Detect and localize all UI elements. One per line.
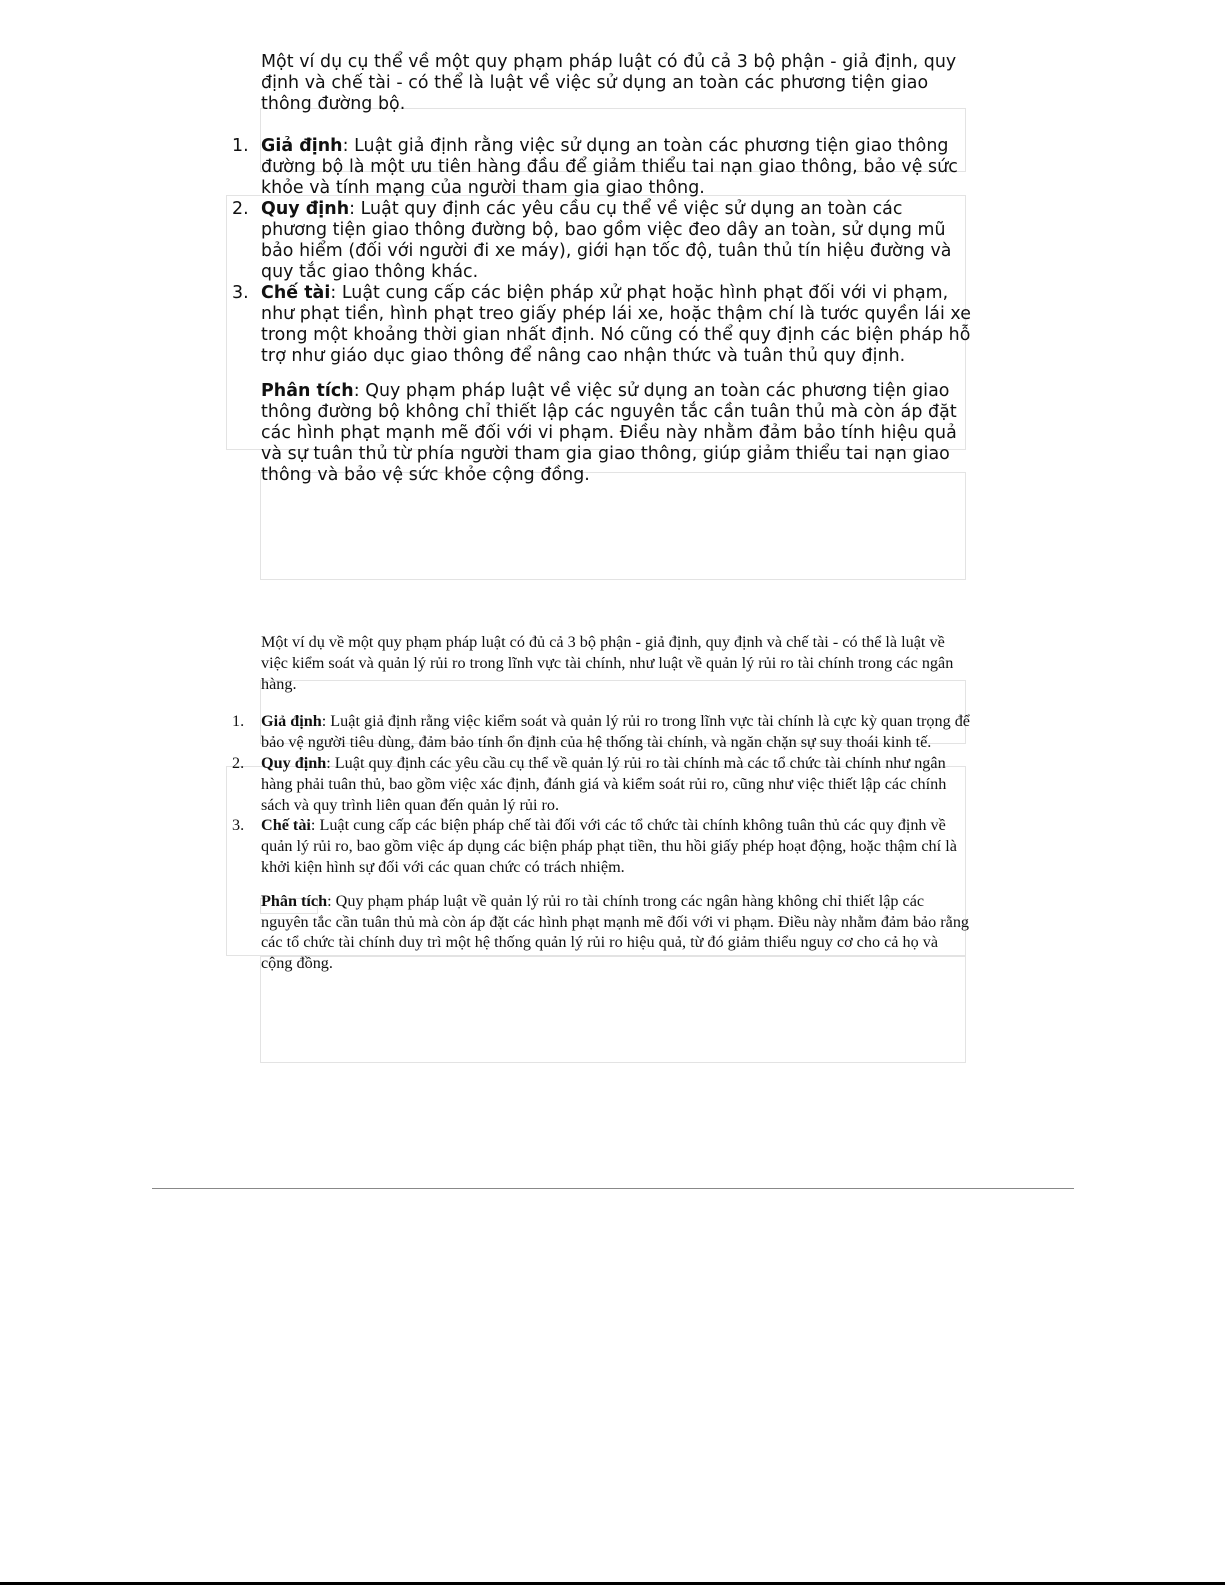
analysis-text: : Quy phạm pháp luật về việc sử dụng an toàn các phương tiện giao thông đường bộ không chỉ thiết lập các nguyên tắc cần tuân thủ mà còn áp đặt các hình phạt mạnh mẽ đối với vi phạm. Điều này nhằm đảm bảo tính hiệu quả và sự tuân thủ từ phía người tham gia giao thông, giúp giảm thiểu tai nạn giao thông và bảo vệ sức khỏe cộng đồng. [261,381,957,485]
list-number: 3. [232,283,249,303]
analysis-label: Phân tích [261,891,328,910]
analysis-label: Phân tích [261,381,354,401]
list-item-sanction [232,283,972,367]
term-text: : Luật quy định các yêu cầu cụ thể về việc sử dụng an toàn các phương tiện giao thông đường bộ, bao gồm việc đeo dây an toàn, sử dụng mũ bảo hiểm (đối với người đi xe máy), giới hạn tốc độ, tuân thủ tín hiệu đường và quy tắc giao thông khác. [261,199,952,282]
term-text: : Luật giả định rằng việc kiểm soát và quản lý rủi ro trong lĩnh vực tài chính là cực kỳ quan trọng để bảo vệ người tiêu dùng, đảm bảo tính ổn định của hệ thống tài chính, và ngăn chặn sự suy thoái kinh tế. [261,712,970,752]
term-label: Giả định [261,136,343,156]
term-label: Chế tài [261,283,331,303]
list-number: 1. [232,136,249,156]
intro-paragraph: Một ví dụ cụ thể về một quy phạm pháp luật có đủ cả 3 bộ phận - giả định, quy định và chế tài - có thể là luật về việc sử dụng an toàn các phương tiện giao thông đường bộ. [261,52,957,114]
list-number: 1. [232,712,245,731]
list-item-regulation [232,199,972,283]
term-label: Quy định [261,753,327,772]
list-number: 2. [232,199,249,219]
term-label: Giả định [261,712,322,731]
legal-example-finance [232,632,972,974]
intro-paragraph: Một ví dụ về một quy phạm pháp luật có đủ cả 3 bộ phận - giả định, quy định và chế tài - có thể là luật về việc kiểm soát và quản lý rủi ro trong lĩnh vực tài chính, như luật về quản lý rủi ro tài chính trong các ngân hàng. [261,633,954,693]
list-number: 3. [232,816,245,835]
term-text: : Luật giả định rằng việc sử dụng an toàn các phương tiện giao thông đường bộ là một ưu tiên hàng đầu để giảm thiểu tai nạn giao thông, bảo vệ sức khỏe và tính mạng của người tham gia giao thông. [261,136,958,198]
components-list [232,136,972,367]
frame-outline [260,472,966,580]
list-number: 2. [232,753,245,772]
list-item-regulation [232,753,972,815]
legal-example-traffic [232,52,972,486]
term-text: : Luật cung cấp các biện pháp xử phạt hoặc hình phạt đối với vi phạm, như phạt tiền, hình phạt treo giấy phép lái xe, hoặc thậm chí là tước quyền lái xe trong một khoảng thời gian nhất định. Nó cũng có thể quy định các biện pháp hỗ trợ như giáo dục giao thông để nâng cao nhận thức và tuân thủ quy định. [261,283,971,366]
list-item-assumption [232,136,972,199]
analysis-paragraph [232,891,972,974]
list-item-assumption [232,711,972,753]
term-label: Chế tài [261,816,311,835]
list-item-sanction [232,815,972,877]
term-text: : Luật cung cấp các biện pháp chế tài đối với các tổ chức tài chính không tuân thủ các quy định về quản lý rủi ro, bao gồm việc áp dụng các biện pháp phạt tiền, thu hồi giấy phép hoạt động, hoặc thậm chí là khởi kiện hình sự đối với các quan chức có trách nhiệm. [261,816,957,876]
components-list [232,711,972,877]
horizontal-divider [152,1188,1074,1189]
term-label: Quy định [261,199,350,219]
term-text: : Luật quy định các yêu cầu cụ thể về quản lý rủi ro tài chính mà các tổ chức tài chính như ngân hàng phải tuân thủ, bao gồm việc xác định, đánh giá và kiểm soát rủi ro, cũng như việc thiết lập các chính sách và quy trình liên quan đến quản lý rủi ro. [261,753,947,814]
analysis-text: : Quy phạm pháp luật về quản lý rủi ro tài chính trong các ngân hàng không chỉ thiết lập các nguyên tắc cần tuân thủ mà còn áp đặt các hình phạt mạnh mẽ đối với vi phạm. Điều này nhằm đảm bảo rằng các tổ chức tài chính duy trì một hệ thống quản lý rủi ro hiệu quả, từ đó giảm thiểu nguy cơ cho cả họ và cộng đồng. [261,891,970,973]
analysis-paragraph [232,381,972,486]
